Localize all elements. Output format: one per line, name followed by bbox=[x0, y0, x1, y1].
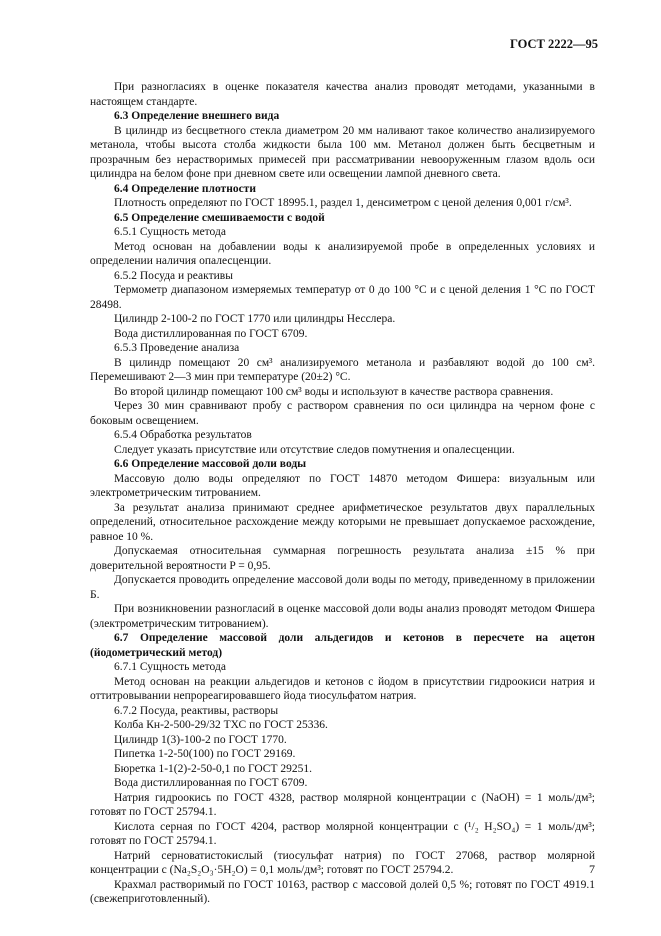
document-header: ГОСТ 2222—95 bbox=[509, 37, 598, 51]
paragraph: Колба Кн-2-500-29/32 ТХС по ГОСТ 25336. bbox=[114, 719, 328, 731]
paragraph: В цилиндр из бесцветного стекла диаметром 20 мм наливают такое количество анализируемого метанола, чтобы высота столба жидкости была 100 мм. Метанол должен быть бесцветным и прозрачным без нерастворимых примесей при рассматривании невооруженным глазом вдоль оси цилиндра на белом фоне при дневном свете или освещении лампой дневного света. bbox=[90, 124, 595, 180]
paragraph: При разногласиях в оценке показателя качества анализ проводят методами, указанными в настоящем стандарте. bbox=[90, 81, 595, 108]
paragraph: Натрий серноватистокислый (тиосульфат натрия) по ГОСТ 27068, раствор молярной концентрации c (Na₂S₂O₃·5H₂O) = 0,1 моль/дм³; готовят по ГОСТ 25794.2. bbox=[90, 849, 595, 876]
paragraph: Бюретка 1-1(2)-2-50-0,1 по ГОСТ 29251. bbox=[114, 762, 312, 775]
paragraph: Натрия гидроокись по ГОСТ 4328, раствор молярной концентрации c (NaOH) = 1 моль/дм³; готовят по ГОСТ 25794.1. bbox=[90, 791, 595, 818]
paragraph: Допускается проводить определение массовой доли воды по методу, приведенному в приложении Б. bbox=[90, 574, 595, 601]
paragraph: Цилиндр 1(3)-100-2 по ГОСТ 1770. bbox=[114, 733, 287, 746]
page-number: 7 bbox=[589, 862, 595, 876]
paragraph: Следует указать присутствие или отсутствие следов помутнения и опалесценции. bbox=[114, 443, 515, 456]
paragraph: В цилиндр помещают 20 см³ анализируемого метанола и разбавляют водой до 100 см³. Перемешивают 2—3 мин при температуре (20±2) °С. bbox=[90, 356, 595, 383]
paragraph: 6.5.4 Обработка результатов bbox=[114, 429, 252, 441]
paragraph: Плотность определяют по ГОСТ 18995.1, раздел 1, денсиметром с ценой деления 0,001 г/см³. bbox=[114, 197, 572, 209]
section-heading: 6.7 Определение массовой доли альдегидов и кетонов в пересчете на ацетон (йодометрический метод) bbox=[90, 632, 595, 659]
paragraph: Через 30 мин сравнивают пробу с раствором сравнения по оси цилиндра на черном фоне с боковым освещением. bbox=[90, 400, 595, 427]
paragraph: При возникновении разногласий в оценке массовой доли воды анализ проводят методом Фишера (электрометрическим титрованием). bbox=[90, 603, 595, 630]
paragraph: 6.5.1 Сущность метода bbox=[114, 226, 226, 238]
section-heading: 6.6 Определение массовой доли воды bbox=[114, 458, 307, 470]
section-heading: 6.5 Определение смешиваемости с водой bbox=[114, 211, 325, 224]
paragraph: Пипетка 1-2-50(100) по ГОСТ 29169. bbox=[114, 748, 296, 760]
section-heading: 6.3 Определение внешнего вида bbox=[114, 110, 280, 122]
paragraph: За результат анализа принимают среднее арифметическое результатов двух параллельных определений, относительное расхождение между которыми не превышает допускаемое расхождение, равное 10 %. bbox=[90, 501, 595, 543]
paragraph: Кислота серная по ГОСТ 4204, раствор молярной концентрации c (¹/₂ H₂SO₄) = 1 моль/дм³; готовят по ГОСТ 25794.1. bbox=[90, 820, 595, 847]
paragraph: Во второй цилиндр помещают 100 см³ воды и используют в качестве раствора сравнения. bbox=[114, 385, 554, 398]
paragraph: Термометр диапазоном измеряемых температур от 0 до 100 °С и с ценой деления 1 °С по ГОСТ 28498. bbox=[90, 284, 595, 311]
paragraph: 6.7.2 Посуда, реактивы, растворы bbox=[114, 704, 279, 717]
paragraph: Вода дистиллированная по ГОСТ 6709. bbox=[114, 777, 308, 789]
paragraph: 6.5.3 Проведение анализа bbox=[114, 342, 240, 354]
paragraph: Крахмал растворимый по ГОСТ 10163, раствор с массовой долей 0,5 %; готовят по ГОСТ 4919.1 (свежеприготовленный). bbox=[90, 878, 595, 905]
paragraph: 6.5.2 Посуда и реактивы bbox=[114, 269, 233, 282]
paragraph: 6.7.1 Сущность метода bbox=[114, 661, 226, 673]
document-body bbox=[90, 80, 595, 907]
paragraph: Вода дистиллированная по ГОСТ 6709. bbox=[114, 327, 308, 340]
paragraph: Метод основан на добавлении воды к анализируемой пробе в определенных условиях и определении наличия опалесценции. bbox=[90, 240, 595, 267]
paragraph: Допускаемая относительная суммарная погрешность результата анализа ±15 % при доверительной вероятности P = 0,95. bbox=[90, 545, 595, 572]
paragraph: Цилиндр 2-100-2 по ГОСТ 1770 или цилиндры Несслера. bbox=[114, 313, 396, 325]
paragraph: Массовую долю воды определяют по ГОСТ 14870 методом Фишера: визуальным или электрометрическим титрованием. bbox=[90, 472, 595, 499]
section-heading: 6.4 Определение плотности bbox=[114, 182, 256, 195]
paragraph: Метод основан на реакции альдегидов и кетонов с йодом в присутствии гидроокиси натрия и оттитровывании непрореагировавшего йода тиосульфатом натрия. bbox=[90, 675, 595, 702]
